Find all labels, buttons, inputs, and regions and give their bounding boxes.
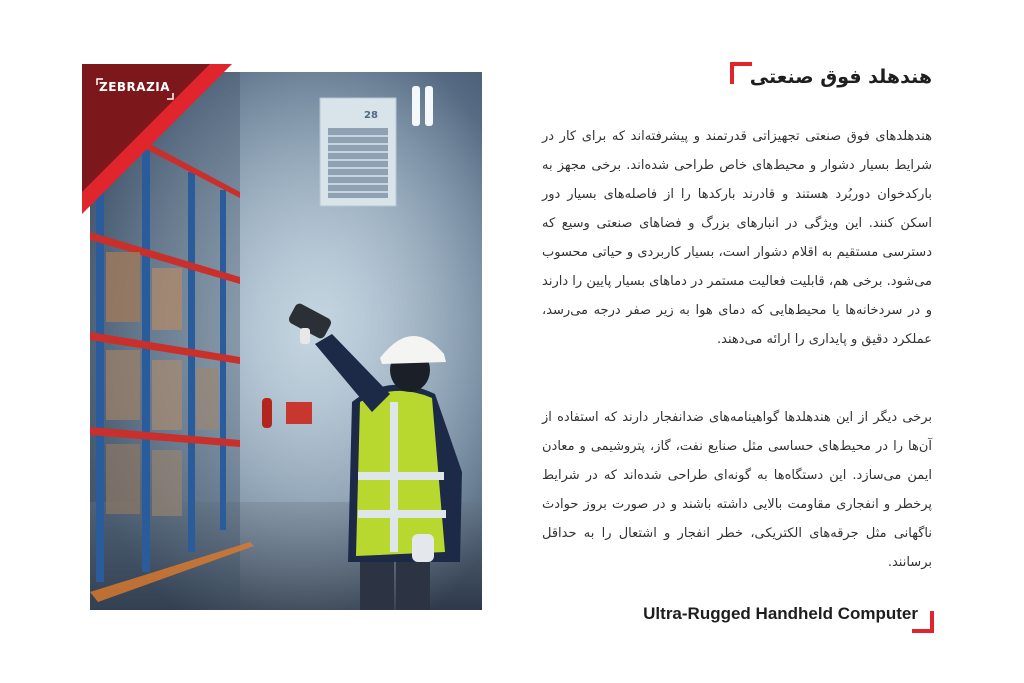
ceiling-cooler-unit [320, 98, 396, 206]
exit-sign [286, 402, 312, 424]
cooler-sign-number: 28 [364, 110, 378, 121]
article-paragraph-2: برخی دیگر از این هندهلدها گواهینامه‌های ضدانفجار دارند که استفاده از آن‌ها را در محیط‌های حساسی مثل صنایع نفت، گاز، پتروشیمی و معادن ایمن می‌سازد. این دستگاه‌ها به گونه‌ای طراحی شده‌اند که در شرایط پرخطر و انفجاری مقاومت بالایی داشته باشند و در صورت بروز حوادث ناگهانی مثل جرقه‌های الکتریکی، خطر انفجار و اشتعال را به حداقل برسانند. [542, 410, 932, 570]
fire-extinguisher [262, 398, 272, 428]
footer-corner-accent [912, 611, 934, 633]
article-paragraph-1: هندهلدهای فوق صنعتی تجهیزاتی قدرتمند و پیشرفته‌اند که برای کار در شرایط بسیار دشوار و محیط‌های خاص طراحی شده‌اند. برخی مجهز به بارکدخوان دوربُرد هستند و قادرند بارکدها را از فاصله‌های بسیار دور اسکن کنند. این ویژگی در انبارهای بزرگ و فضاهای صنعتی وسیع که دسترسی مستقیم به اقلام دشوار است، بسیار کاربردی و حیاتی محسوب می‌شود. برخی هم، قابلیت فعالیت مستمر در دماهای بسیار پایین را دارند و در سردخانه‌ها یا محیط‌هایی که دمای هوا به زیر صفر درجه می‌رسد، عملکرد دقیق و پایداری را ارائه می‌دهند. [542, 129, 932, 347]
brand-logo: ZEBRAZIA [99, 80, 171, 94]
article-title: هندهلد فوق صنعتی [749, 66, 932, 88]
footer-english-title: Ultra-Rugged Handheld Computer [643, 604, 918, 623]
